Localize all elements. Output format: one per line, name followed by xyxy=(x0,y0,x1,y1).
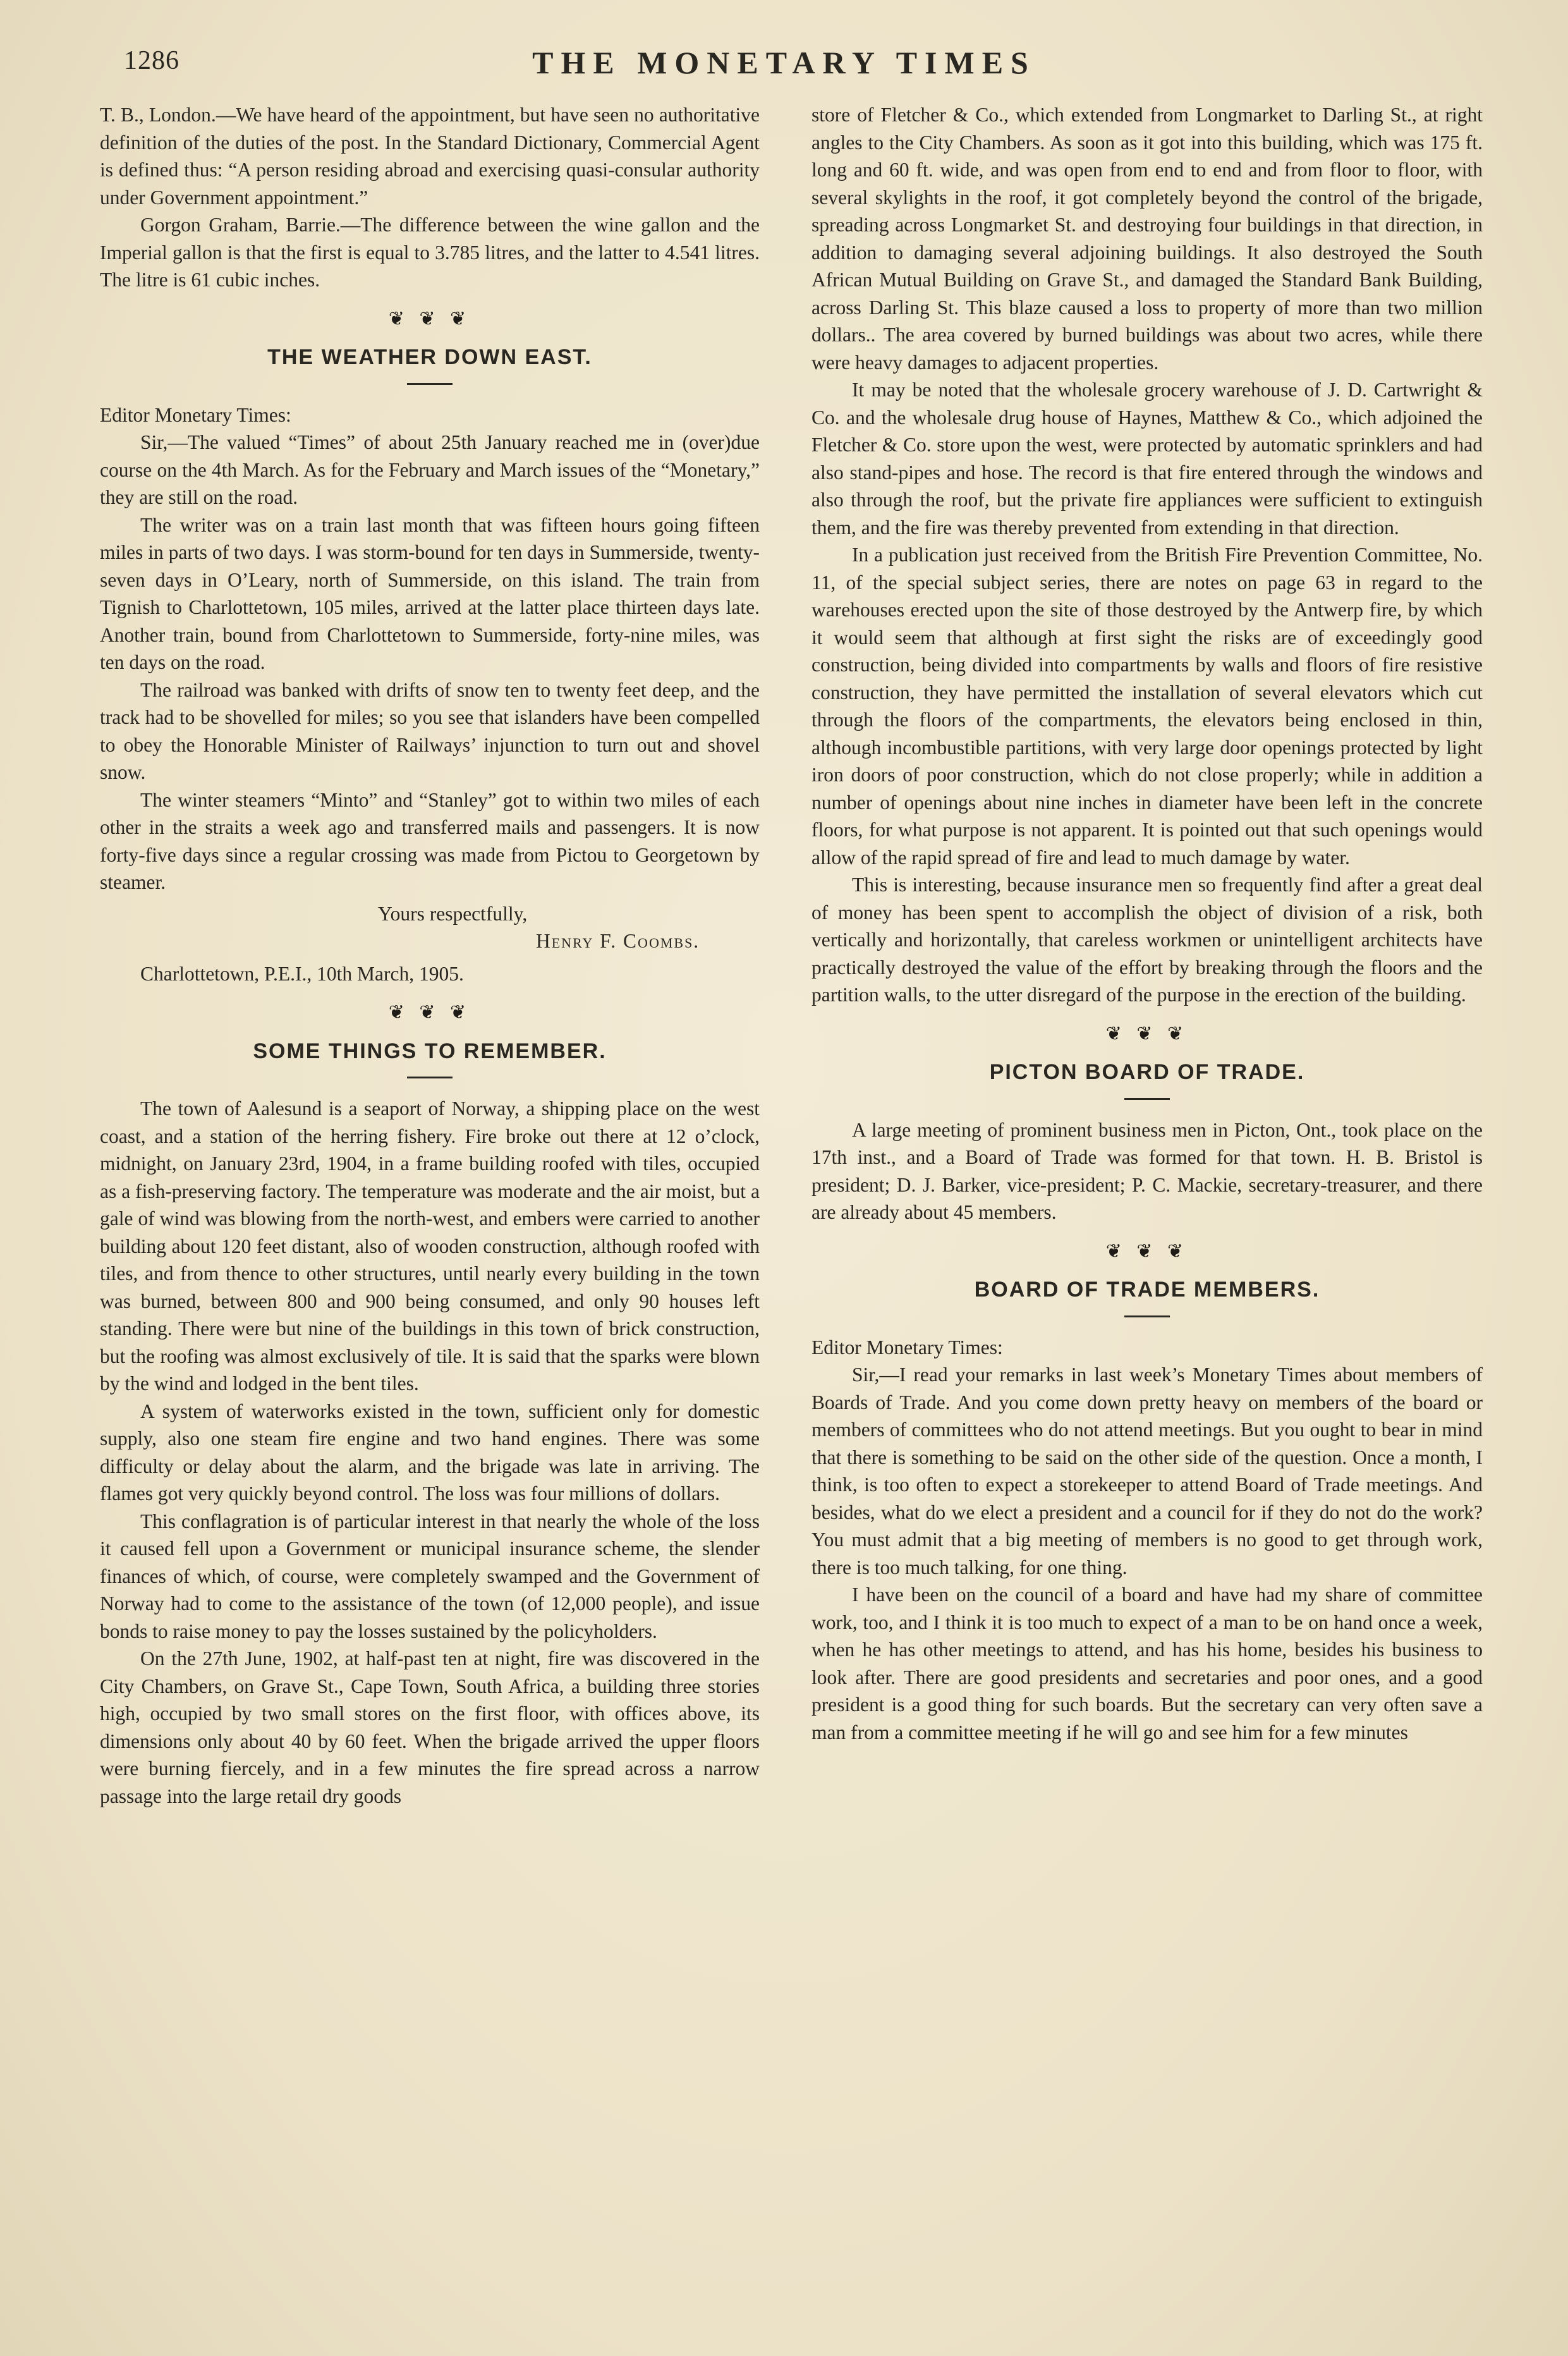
ornament-divider: ❦ ❦ ❦ xyxy=(388,1002,471,1023)
salutation: Editor Monetary Times: xyxy=(100,403,291,426)
article-paragraph: This conflagration is of particular interest in that nearly the whole of the loss it caused fell upon a Government or municipal insurance scheme, the slender finances of which, of course, were completely swamped and the Government of Norway had to come to the assistance of the town (of 12,000 people), and issue bonds to raise money to pay the losses sustained by the policyholders. xyxy=(100,1510,760,1642)
right-column xyxy=(811,101,1483,2314)
left-column xyxy=(100,101,760,2314)
article-paragraph: The town of Aalesund is a seaport of Norway, a shipping place on the west coast, and a station of the herring fishery. Fire broke out there at 12 o’clock, midnight, on January 23rd, 1904, in a frame building roofed with tiles, occupied as a fish-preserving factory. The temperature was moderate and the air moist, but a gale of wind was blowing from the north-west, and embers were carried to another building about 120 feet distant, also of wooden construction, although roofed with tiles, and from thence to other structures, until nearly every building in the town was burned, between 800 and 900 being consumed, and only 90 houses left standing. There were but nine of the buildings in this town of brick construction, but the roofing was almost exclusively of tile. It is said that the sparks were blown by the wind and lodged in the bent tiles. xyxy=(100,1097,760,1395)
answer-paragraph: T. B., London.—We have heard of the appointment, but have seen no authoritative definition of the duties of the post. In the Standard Dictionary, Commercial Agent is defined thus: “A person residing abroad and exercising quasi-consular authority under Government appointment.” xyxy=(100,104,760,209)
article-paragraph: This is interesting, because insurance men so frequently find after a great deal of money has been spent to accomplish the object of division of a risk, both vertically and horizontally, that careless workmen or unintelligent architects have practically destroyed the value of the effort by breaking through the floors and the partition walls, to the utter disregard of the purpose in the erection of the building. xyxy=(811,874,1483,1006)
title-rule xyxy=(1124,1315,1170,1317)
article-paragraph: A system of waterworks existed in the town, sufficient only for domestic supply, also one steam fire engine and two hand engines. There was some difficulty or delay about the alarm, and the brigade was late in arriving. The flames got very quickly beyond control. The loss was four millions of dollars. xyxy=(100,1400,760,1505)
article-paragraph: The writer was on a train last month that was fifteen hours going fifteen miles in parts of two days. I was storm-bound for ten days in Summerside, twenty-seven days in O’Leary, north of Summerside, on this island. The train from Tignish to Charlottetown, 105 miles, arrived at the latter place thirteen days late. Another train, bound from Charlottetown to Summerside, forty-nine miles, was ten days on the road. xyxy=(100,513,760,673)
article-paragraph: On the 27th June, 1902, at half-past ten at night, fire was discovered in the City Chambers, on Grave St., Cape Town, South Africa, a building three stories high, occupied by two small stores on the first floor, with offices above, its dimensions only about 40 by 60 feet. When the brigade arrived the upper floors were burning fiercely, and in a few minutes the fire spread across a narrow passage into the large retail dry goods xyxy=(100,1647,760,1807)
article-title: THE WEATHER DOWN EAST. xyxy=(267,345,592,369)
article-paragraph: Sir,—The valued “Times” of about 25th January reached me in (over)due course on the 4th March. As for the February and March issues of the “Monetary,” they are still on the road. xyxy=(100,431,760,508)
title-rule xyxy=(407,383,453,385)
article-title: SOME THINGS TO REMEMBER. xyxy=(253,1039,607,1063)
title-rule xyxy=(407,1077,453,1078)
article-title: PICTON BOARD OF TRADE. xyxy=(989,1060,1305,1084)
ornament-divider: ❦ ❦ ❦ xyxy=(1105,1023,1189,1044)
ornament-divider: ❦ ❦ ❦ xyxy=(1105,1240,1189,1262)
article-paragraph: The winter steamers “Minto” and “Stanley” got to within two miles of each other in the straits a week ago and transferred mails and passengers. It is now forty-five days since a regular crossing was made from Pictou to Georgetown by steamer. xyxy=(100,788,760,893)
ornament-divider: ❦ ❦ ❦ xyxy=(388,308,471,329)
answer-paragraph: Gorgon Graham, Barrie.—The difference between the wine gallon and the Imperial gallon is that the first is equal to 3.785 litres, and the latter to 4.541 litres. The litre is 61 cubic inches. xyxy=(100,214,760,291)
salutation: Editor Monetary Times: xyxy=(811,1336,1003,1358)
article-paragraph: It may be noted that the wholesale grocery warehouse of J. D. Cartwright & Co. and the wholesale drug house of Haynes, Matthew & Co., which adjoined the Fletcher & Co. store upon the west, were protected by automatic sprinklers and had also stand-pipes and hose. The record is that fire entered through the windows and also through the roof, but the private fire appliances were sufficient to extinguish them, and the fire was thereby prevented from extending in that direction. xyxy=(811,379,1483,539)
title-rule xyxy=(1124,1098,1170,1100)
article-paragraph: store of Fletcher & Co., which extended from Longmarket to Darling St., at right angles to the City Chambers. As soon as it got into this building, which was 175 ft. long and 60 ft. wide, and was open from end to end and from floor to floor, with several skylights in the roof, it got completely beyond the control of the brigade, spreading across Longmarket St. and destroying four buildings in that direction, in addition to damaging several adjoining buildings. It also destroyed the South African Mutual Building on Grave St., and damaged the Standard Bank Building, across Darling St. This blaze caused a loss to property of more than two million dollars.. The area covered by burned buildings was about two acres, while there were heavy damages to adjacent properties. xyxy=(811,104,1483,374)
letter-signature: Henry F. Coombs. xyxy=(536,930,700,952)
article-paragraph: Sir,—I read your remarks in last week’s Monetary Times about members of Boards of Trade. And you come down pretty heavy on members of the board or members of committees who do not attend meetings. But you ought to bear in mind that there is something to be said on the other side of the question. Once a month, I think, is too often to expect a storekeeper to attend Board of Trade meetings. And besides, what do we elect a president and a council for if they do not do the work? You must admit that a big meeting of members is no good to get through work, there is too much talking, for one thing. xyxy=(811,1364,1483,1578)
article-paragraph: A large meeting of prominent business men in Picton, Ont., took place on the 17th inst., and a Board of Trade was formed for that town. H. B. Bristol is president; D. J. Barker, vice-president; P. C. Mackie, secretary-treasurer, and there are already about 45 members. xyxy=(811,1118,1483,1223)
article-paragraph: The railroad was banked with drifts of snow ten to twenty feet deep, and the track had to be shovelled for miles; so you see that islanders have been compelled to obey the Honorable Minister of Railways’ injunction to turn out and shovel snow. xyxy=(100,678,760,783)
page-number: 1286 xyxy=(124,46,179,75)
article-paragraph: In a publication just received from the British Fire Prevention Committee, No. 11, of the special subject series, there are notes on page 63 in regard to the warehouses erected upon the site of those destroyed by the Antwerp fire, by which it would seem that although at first sight the risks are of exceedingly good construction, being divided into compartments by walls and floors of fire resistive construction, they have permitted the installation of several elevators which cut through the floors of the compartments, the elevators being enclosed in thin, although incombustible partitions, with very large door openings protected by light iron doors of poor construction, which do not close properly; while in addition a number of openings about nine inches in diameter have been left in the concrete floors, for what purpose is not apparent. It is pointed out that such openings would allow of the rapid spread of fire and lead to much damage by water. xyxy=(811,544,1483,869)
masthead: THE MONETARY TIMES xyxy=(532,45,1036,80)
article-title: BOARD OF TRADE MEMBERS. xyxy=(974,1278,1320,1302)
letter-closing: Yours respectfully, xyxy=(378,902,528,925)
letter-dateline: Charlottetown, P.E.I., 10th March, 1905. xyxy=(140,962,464,985)
article-paragraph: I have been on the council of a board and have had my share of committee work, too, and I think it is too much to expect of a man to be on hand once a week, when he has other meetings to attend, and has his home, besides his business to look after. There are good presidents and secretaries and poor ones, and a good president is a good thing for such boards. But the secretary can very often save a man from a committee meeting if he will go and see him for a few minutes xyxy=(811,1584,1483,1743)
